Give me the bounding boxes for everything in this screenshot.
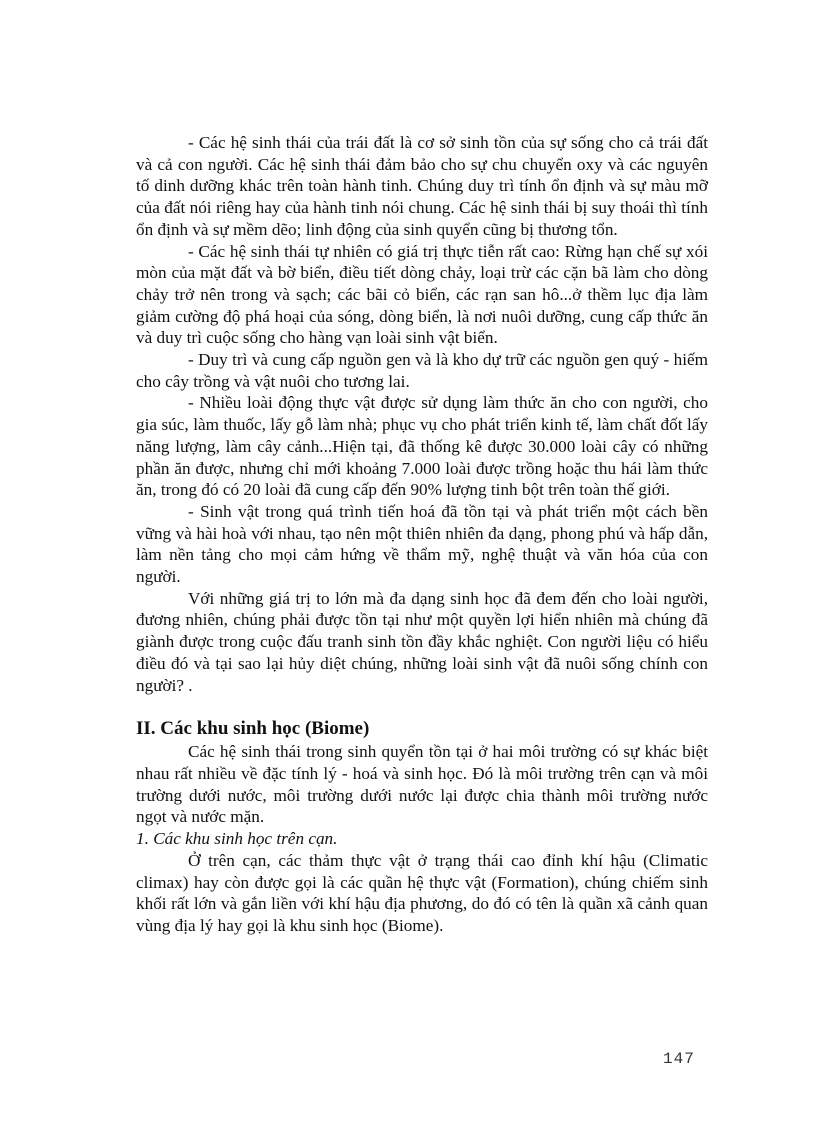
paragraph-terrestrial-biome: Ở trên cạn, các thảm thực vật ở trạng thái cao đỉnh khí hậu (Climatic climax) hay còn được gọi là các quần hệ thực vật (Formation), chúng chiếm sinh khối rất lớn và gắn liền với khí hậu địa phương, do đó có tên là quần xã cảnh quan vùng địa lý hay gọi là khu sinh học (Biome). — [136, 850, 708, 935]
page-content — [136, 132, 708, 937]
section-heading: II. Các khu sinh học (Biome) — [136, 718, 370, 740]
page-number: 147 — [663, 1050, 695, 1068]
paragraph-gene-pool: - Duy trì và cung cấp nguồn gen và là kho dự trữ các nguồn gen quý - hiếm cho cây trồng và vật nuôi cho tương lai. — [136, 350, 708, 391]
paragraph-species-use: - Nhiều loài động thực vật được sử dụng làm thức ăn cho con người, cho gia súc, làm thuốc, lấy gỗ làm nhà; phục vụ cho phát triển kinh tế, làm chất đốt lấy năng lượng, làm cây cảnh...Hiện tại, đã thống kê được 30.000 loài cây có những phần ăn được, nhưng chỉ mới khoảng 7.000 loài được trồng hoặc thu hái làm thức ăn, trong đó có 20 loài đã cung cấp đến 90% lượng tinh bột trên toàn thế giới. — [136, 393, 708, 500]
paragraph-conclusion: Với những giá trị to lớn mà đa dạng sinh học đã đem đến cho loài người, đương nhiên, chúng phải được tồn tại như một quyền lợi hiển nhiên mà chúng đã giành được trong cuộc đấu tranh sinh tồn đầy khắc nghiệt. Con người liệu có hiểu điều đó và tại sao lại hủy diệt chúng, những loài sinh vật đã nuôi sống chính con người? . — [136, 588, 708, 695]
subsection-heading: 1. Các khu sinh học trên cạn. — [136, 829, 338, 849]
paragraph-biome-intro: Các hệ sinh thái trong sinh quyển tồn tại ở hai môi trường có sự khác biệt nhau rất nhiều về đặc tính lý - hoá và sinh học. Đó là môi trường trên cạn và môi trường dưới nước, môi trường dưới nước lại được chia thành môi trường nước ngọt và nước mặn. — [136, 742, 708, 827]
paragraph-natural-ecosystem-value: - Các hệ sinh thái tự nhiên có giá trị thực tiễn rất cao: Rừng hạn chế sự xói mòn của mặt đất và bờ biển, điều tiết dòng chảy, loại trừ các cặn bã làm cho dòng chảy trở nên trong và sạch; các bãi cỏ biển, các rạn san hô...ở thềm lục địa làm giảm cường độ phá hoại của sóng, dòng biển, là nơi nuôi dưỡng, cung cấp thức ăn và duy trì cuộc sống cho hàng vạn loài sinh vật biển. — [136, 241, 708, 348]
paragraph-evolution-harmony: - Sinh vật trong quá trình tiến hoá đã tồn tại và phát triển một cách bền vững và hài hoà với nhau, tạo nên một thiên nhiên đa dạng, phong phú và hấp dẫn, làm nền tảng cho mọi cảm hứng về thẩm mỹ, nghệ thuật và văn hóa của con người. — [136, 501, 708, 587]
paragraph-ecosystem-basis: - Các hệ sinh thái của trái đất là cơ sở sinh tồn của sự sống cho cả trái đất và cả con người. Các hệ sinh thái đảm bảo cho sự chu chuyển oxy và các nguyên tố dinh dưỡng khác trên toàn hành tinh. Chúng duy trì tính ổn định và sự màu mỡ của đất nói riêng hay của hành tinh nói chung. Các hệ sinh thái bị suy thoái thì tính ổn định và sự mềm dẽo; linh động của sinh quyển cũng bị thương tổn. — [136, 133, 708, 239]
